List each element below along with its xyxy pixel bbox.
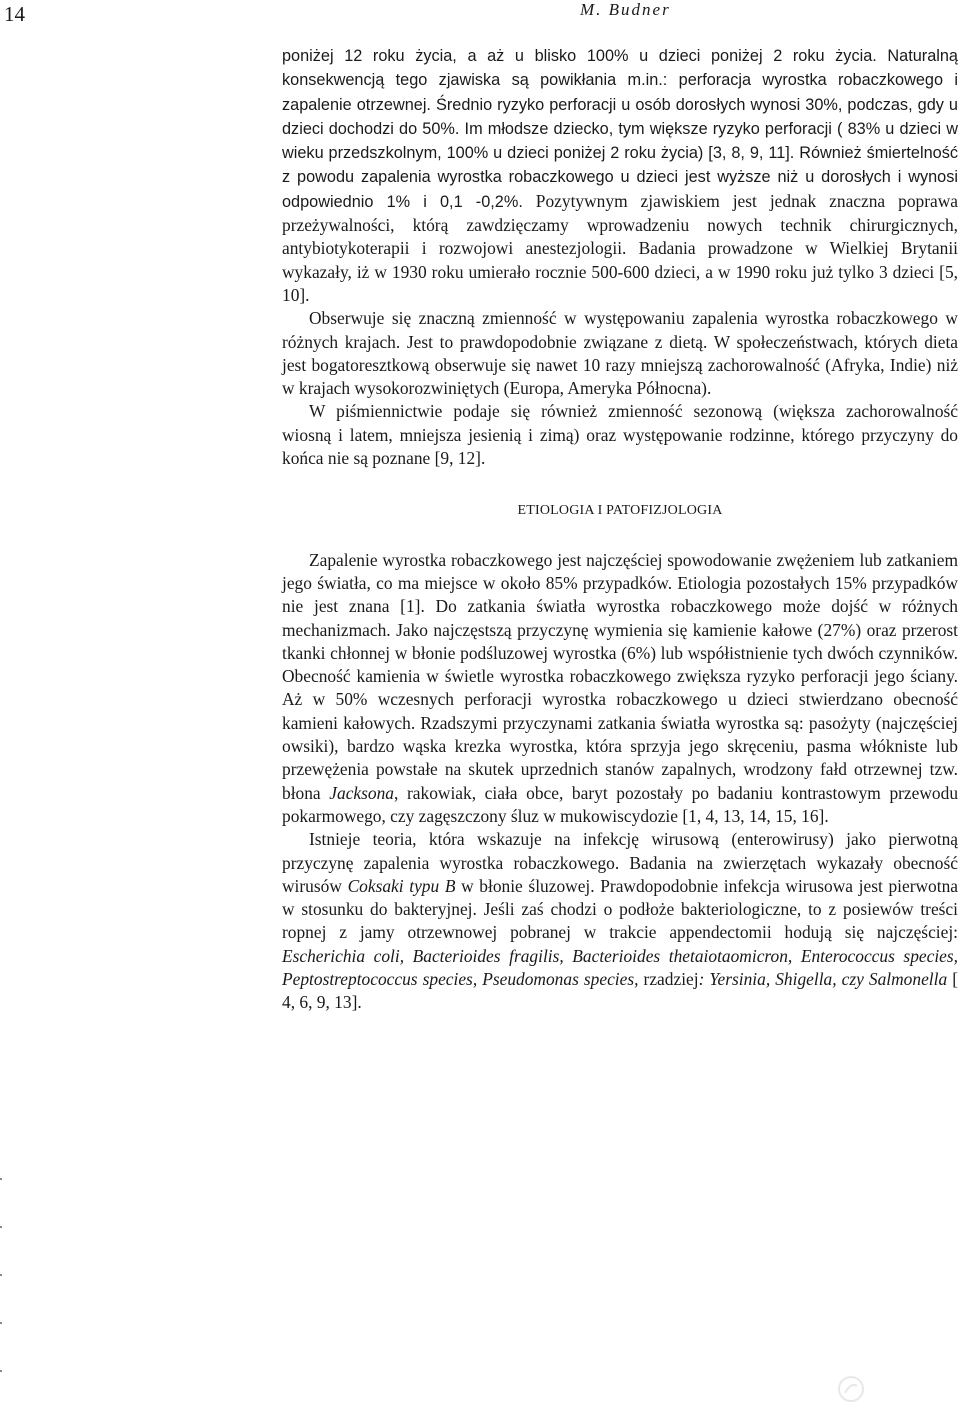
- italic-bacteria-list: : Yersinia, Shigella, czy Salmonella: [698, 968, 948, 989]
- running-head-author: M. Budner: [580, 0, 671, 19]
- paragraph-text: Zapalenie wyrostka robaczkowego jest najczęściej spowodowanie zwężeniem lub zatkaniem jego światła, co ma miejsce w około 85% przypadków. Etiologia pozostałych 15% przypadków nie jest znana [1]. Do zatkania światła wyrostka robaczkowego może dojść w różnych mechanizmach. Jako najczęstszą przyczynę wymienia się kamienie kałowe (27%) oraz przerost tkanki chłonnej w błonie podśluzowej wyrostka (6%) lub współistnienie tych dwóch czynników. Obecność kamienia w świetle wyrostka robaczkowego zwiększa ryzyko perforacji jego ściany. Aż w 50% wczesnych perforacji wyrostka robaczkowego u dzieci stwierdzano obecność kamieni kałowych. Rzadszymi przyczynami zatkania światła wyrostka są: pasożyty (najczęściej owsiki), bardzo wąska krezka wyrostka, która sprzyja jego skręceniu, pasma włókniste lub przewężenia powstałe na skutek uprzednich stanów zapalnych, wrodzony fałd otrzewnej tzw. błona: [282, 549, 958, 803]
- paragraph-epidemiology: [282, 44, 958, 307]
- section-heading-etiology: ETIOLOGIA I PATOFIZJOLOGIA: [517, 503, 723, 519]
- scan-mark: [0, 1370, 2, 1372]
- italic-term: Coksaki typu B: [347, 875, 456, 896]
- paragraph-etiology: [282, 549, 958, 829]
- paragraph-geographic-variation: Obserwuje się znaczną zmienność w występowaniu zapalenia wyrostka robaczkowego w różnych krajach. Jest to prawdopodobnie związane z dietą. W społeczeństwach, których dieta jest bogatoresztkową obserwuje się nawet 10 razy mniejszą zachorowalność (Afryka, Indie) niż w krajach wysokorozwiniętych (Europa, Ameryka Północna).: [282, 308, 958, 399]
- page-number: 14: [4, 2, 25, 26]
- paragraph-text: , rakowiak, ciała obce, baryt pozostały po badaniu kontrastowym przewodu pokarmowego, czy zagęszczony śluz w mukowiscydozie [1, 4, 13, 14, 15, 16].: [282, 782, 959, 826]
- paragraph-infection-theory: [282, 828, 958, 1014]
- paragraph-text: w błonie śluzowej. Prawdopodobnie infekcja wirusowa jest pierwotna w stosunku do bakteryjnej. Jeśli zaś chodzi o podłoże bakteriologiczne, to z posiewów treści ropnej z jamy otrzewnowej pobranej w trakcie appendectomii hodują się najczęściej:: [282, 875, 958, 943]
- scan-mark: [0, 1322, 2, 1324]
- paragraph-text: Istnieje teoria, która wskazuje na infekcję wirusową (enterowirusy) jako pierwotną przyczynę zapalenia wyrostka robaczkowego. Badania na zwierzętach wykazały obecność wirusów: [282, 829, 958, 896]
- page-header: [0, 0, 960, 30]
- paragraph-text: rzadziej: [638, 968, 699, 989]
- italic-bacteria-list: Escherichia coli, Bacterioides fragilis, Bacterioides thetaiotaomicron, Enterococcus species, Peptostreptococcus species, Pseudomonas species,: [282, 945, 958, 989]
- scan-mark: [0, 1226, 2, 1228]
- article-body: [282, 44, 958, 1015]
- scan-mark: [0, 1178, 2, 1180]
- watermark-icon: [836, 1374, 866, 1404]
- paragraph-seasonal-variation: W piśmiennictwie podaje się również zmienność sezonową (większa zachorowalność wiosną i latem, mniejsza jesienią i zimą) oraz występowanie rodzinne, którego przyczyny do końca nie są poznane [9, 12].: [282, 401, 958, 469]
- paragraph-text: Pozytywnym zjawiskiem jest jednak znaczna poprawa przeżywalności, którą zawdzięczamy wprowadzeniu nowych technik chirurgicznych, antybiotykoterapii i rozwojowi anestezjologii. Badania prowadzone w Wielkiej Brytanii wykazały, iż w 1930 roku umierało rocznie 500-600 dzieci, a w 1990 roku już tylko 3 dzieci [5, 10].: [282, 190, 958, 305]
- paragraph-text: [ 4, 6, 9, 13].: [282, 968, 959, 1013]
- paragraph-text-sans: poniżej 12 roku życia, a aż u blisko 100% u dzieci poniżej 2 roku życia. Naturalną konsekwencją tego zjawiska są powikłania m.in.: perforacja wyrostka robaczkowego i zapalenie otrzewnej. Średnio ryzyko perforacji u osób dorosłych wynosi 30%, podczas, gdy u dzieci dochodzi do 50%. Im młodsze dziecko, tym większe ryzyko perforacji ( 83% u dzieci w wieku przedszkolnym, 100% u dzieci poniżej 2 roku życia) [3, 8, 9, 11]. Również śmiertelność z powodu zapalenia wyrostka robaczkowego u dzieci jest wyższe niż u dorosłych i wynosi odpowiednio 1% i 0,1 -0,2%.: [282, 47, 958, 211]
- italic-term: Jacksona: [329, 782, 394, 803]
- scan-mark: [0, 1274, 2, 1276]
